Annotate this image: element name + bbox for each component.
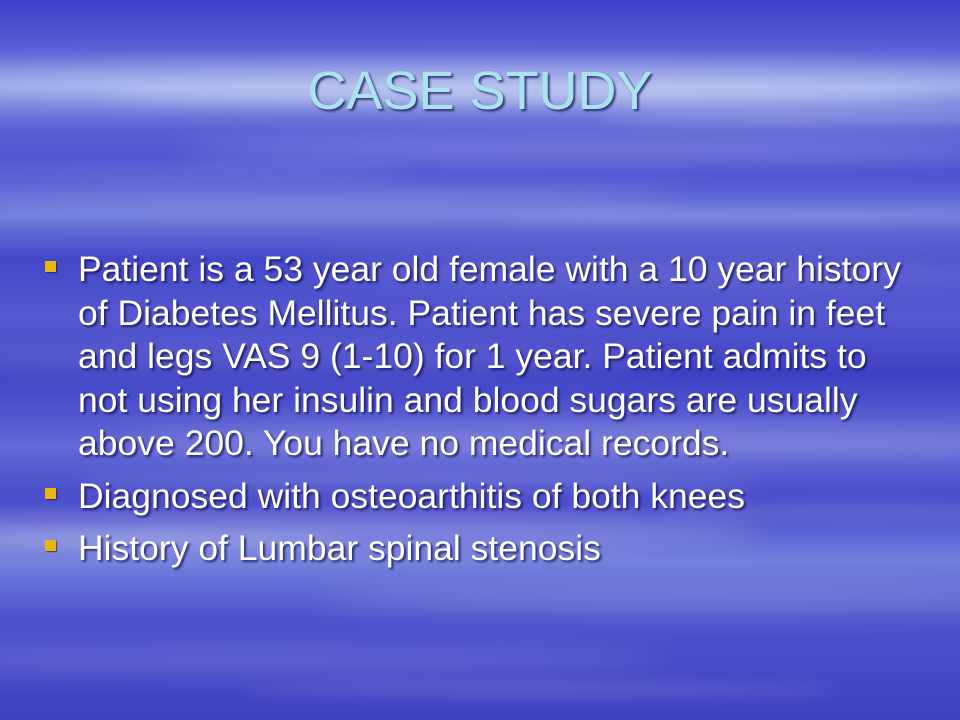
bullet-text: History of Lumbar spinal stenosis — [78, 528, 601, 568]
square-bullet-icon — [45, 488, 56, 499]
square-bullet-icon — [45, 261, 56, 272]
bullet-item-history — [40, 527, 910, 571]
bullet-text: Diagnosed with osteoarthitis of both knees — [78, 475, 746, 516]
bullet-item-diagnosis — [40, 475, 910, 519]
bullet-list — [40, 248, 910, 580]
slide-title: CASE STUDY — [307, 61, 653, 121]
bullet-item-patient-history — [40, 248, 910, 466]
square-bullet-icon — [45, 540, 56, 551]
bullet-text: Patient is a 53 year old female with a 10 year history of Diabetes Mellitus. Patient has severe pain in feet and legs VAS 9 (1-10) for 1 year. Patient admits to not using her insulin and blood sugars are usually above 200. You have no medical records. — [78, 249, 901, 463]
